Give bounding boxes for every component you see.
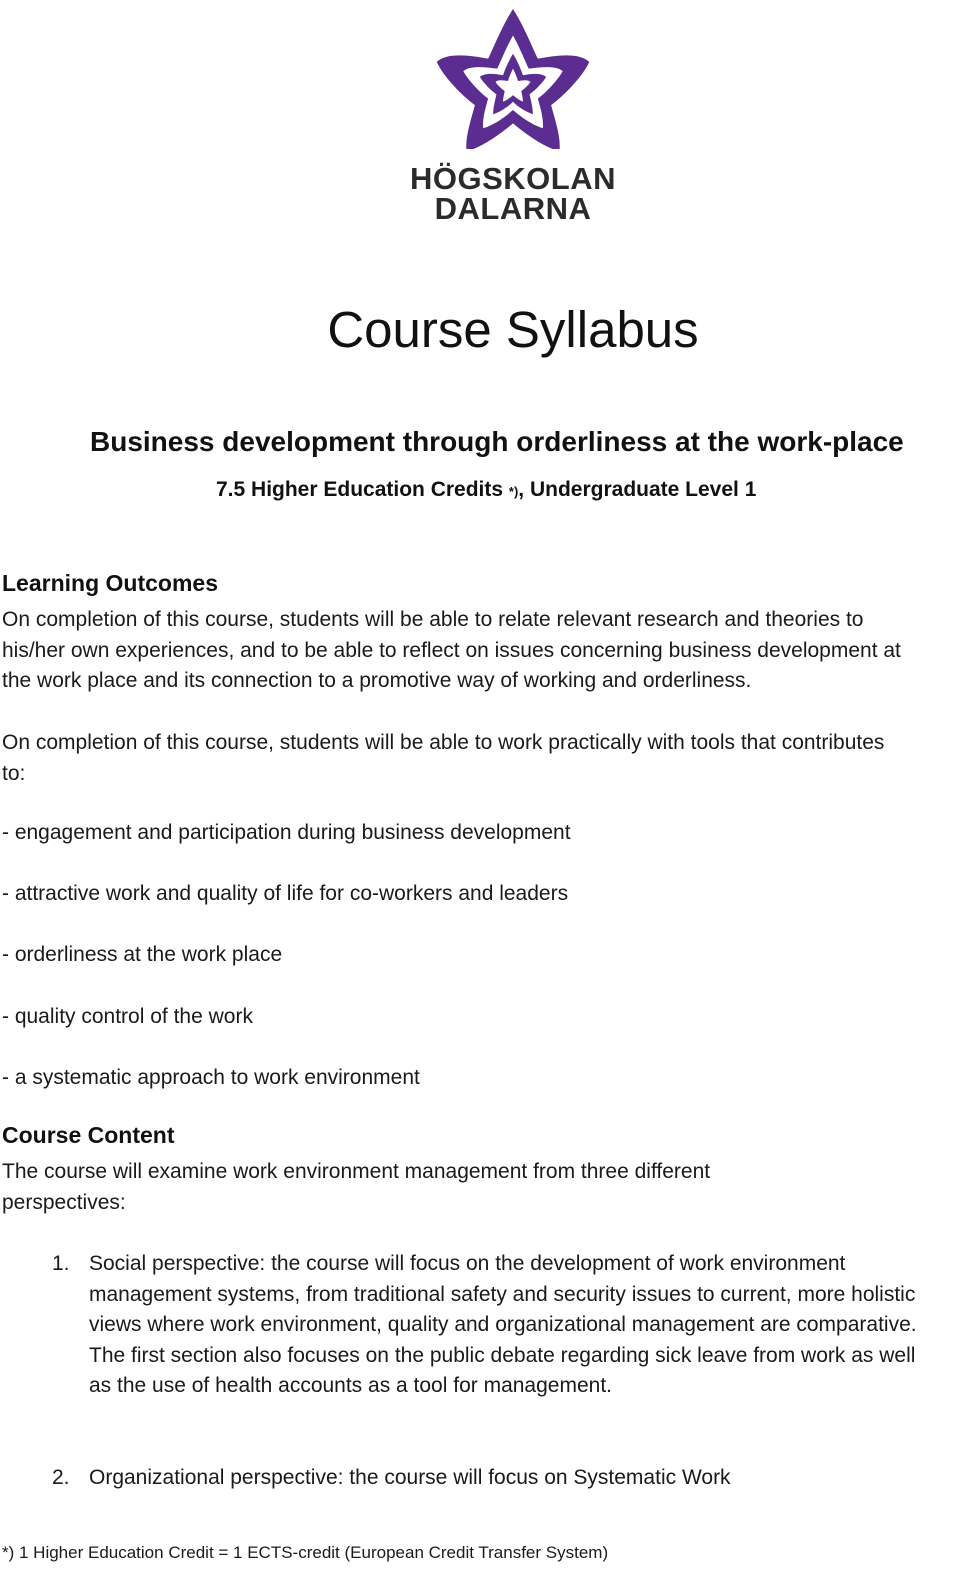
logo-text-line1: HÖGSKOLAN: [410, 161, 616, 196]
numbered-list-item: [52, 1249, 932, 1402]
list-item-text: Social perspective: the course will focus on the development of work environment management systems, from traditional safety and security issues to current, more holistic views where work environment, quality and organizational management are comparative. The first section also focuses on the public debate regarding sick leave from work as well as the use of health accounts as a tool for management.: [89, 1252, 917, 1398]
credits-footnote-mark: *): [508, 484, 519, 499]
credits-text: 7.5 Higher Education Credits: [216, 478, 509, 501]
university-logo: [410, 4, 616, 224]
learning-outcomes-para2: On completion of this course, students will be able to work practically with tools that contributes to:: [2, 731, 885, 785]
list-item-number: 2.: [52, 1466, 70, 1489]
credits-level: , Undergraduate Level 1: [518, 478, 757, 501]
logo-text-line2: DALARNA: [434, 191, 592, 226]
star-logo-icon: [430, 4, 596, 149]
footnote: *) 1 Higher Education Credit = 1 ECTS-credit (European Credit Transfer System): [2, 1543, 609, 1562]
course-name: Business development through orderliness at the work-place: [90, 426, 904, 457]
learning-outcomes-heading: Learning Outcomes: [2, 570, 218, 596]
list-item-text: Organizational perspective: the course will focus on Systematic Work: [89, 1466, 731, 1489]
outcome-bullet: - attractive work and quality of life for co-workers and leaders: [2, 882, 569, 905]
course-content-intro: The course will examine work environment management from three different perspectives:: [2, 1160, 711, 1214]
course-content-heading: Course Content: [2, 1122, 175, 1148]
course-credits: [216, 478, 756, 502]
outcome-bullet: - orderliness at the work place: [2, 943, 283, 966]
outcome-bullet: - a systematic approach to work environment: [2, 1066, 420, 1089]
page-title: Course Syllabus: [327, 301, 699, 358]
numbered-list-item: [52, 1463, 932, 1494]
outcome-bullet: - engagement and participation during business development: [2, 821, 571, 844]
outcome-bullet: - quality control of the work: [2, 1005, 253, 1028]
list-item-number: 1.: [52, 1252, 70, 1275]
learning-outcomes-para1: On completion of this course, students will be able to relate relevant research and theories to his/her own experiences, and to be able to reflect on issues concerning business development at the work place and its connection to a promotive way of working and orderliness.: [2, 608, 901, 693]
